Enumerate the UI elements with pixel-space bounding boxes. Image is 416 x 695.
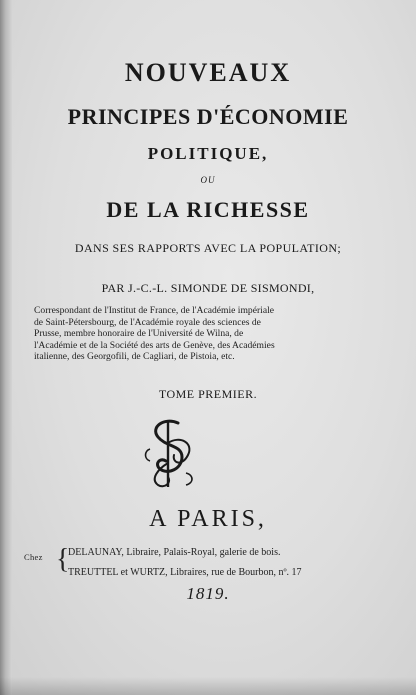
publisher-prefix: Chez <box>24 552 43 562</box>
monogram-ornament-icon <box>138 415 202 491</box>
title-line-1: NOUVEAUX <box>124 58 292 87</box>
credential-line: l'Académie et de la Société des arts de Genève, des Académies <box>34 339 275 351</box>
credential-line: de Saint-Pétersbourg, de l'Académie royale des sciences de <box>34 316 261 328</box>
title-line-3: POLITIQUE, <box>147 144 269 163</box>
subtitle-2: DANS SES RAPPORTS AVEC LA POPULATION; <box>74 241 342 255</box>
volume-label: TOME PREMIER. <box>158 387 258 401</box>
publication-place: A PARIS, <box>149 506 267 532</box>
credential-line: Correspondant de l'Institut de France, de l'Académie impériale <box>34 305 275 316</box>
brace-glyph: { <box>56 544 70 575</box>
page-bottom-shadow <box>0 677 416 695</box>
title-conjunction: OU <box>200 175 216 185</box>
title-line-2: PRINCIPES D'ÉCONOMIE <box>67 104 349 129</box>
subtitle: DE LA RICHESSE <box>106 197 310 222</box>
credential-line: italienne, des Georgofili, de Cagliari, de Pistoia, etc. <box>34 351 235 362</box>
author-line: PAR J.-C.-L. SIMONDE DE SISMONDI, <box>101 281 315 295</box>
author-credentials <box>34 305 334 363</box>
publisher-line-1: DELAUNAY, Libraire, Palais-Royal, galerie de bois. <box>68 547 281 558</box>
publication-year: 1819. <box>186 584 230 603</box>
credential-line: Prusse, membre honoraire de l'Université de Wilna, de <box>34 328 244 339</box>
publisher-line-2: TREUTTEL et WURTZ, Libraires, rue de Bourbon, nº. 17 <box>68 567 302 578</box>
